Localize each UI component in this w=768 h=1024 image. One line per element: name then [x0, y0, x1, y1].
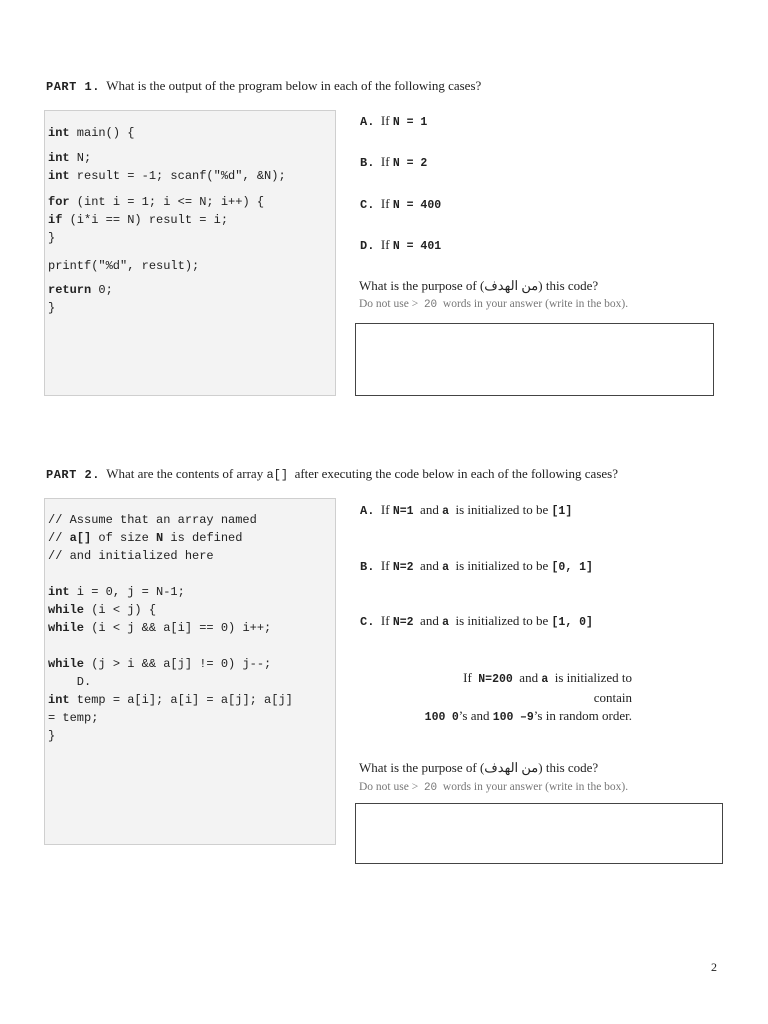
part2-purpose-question: What is the purpose of (من الهدف) this code?	[359, 760, 599, 775]
part2-case-b: B. If N=2 and a is initialized to be [0, 1]	[360, 558, 593, 574]
code-line: int N;	[48, 151, 92, 165]
part1-answer-box[interactable]	[355, 323, 714, 396]
code-line: int result = -1; scanf("%d", &N);	[48, 169, 286, 183]
code-line: }	[48, 301, 56, 315]
code-line	[48, 565, 293, 583]
part1-purpose-question: What is the purpose of (من الهدف) this code?	[359, 278, 599, 293]
code-line: if (i*i == N) result = i;	[48, 213, 229, 227]
part1-heading	[46, 78, 481, 94]
part2-code	[48, 511, 293, 745]
part1-case-d: D. If N = 401	[360, 237, 442, 253]
code-line: int i = 0, j = N-1;	[48, 585, 185, 599]
code-line: // Assume that an array named	[48, 513, 257, 527]
part1-word-limit-note: Do not use > 20 words in your answer (write in the box).	[359, 298, 629, 311]
code-line: // and initialized here	[48, 549, 214, 563]
part2-case-a: A. If N=1 and a is initialized to be [1]	[360, 502, 573, 518]
part2-answer-box[interactable]	[355, 803, 723, 864]
code-line: int main() {	[48, 126, 135, 140]
part1-case-b: B. If N = 2	[360, 154, 428, 170]
code-line: while (j > i && a[j] != 0) j--;	[48, 657, 272, 671]
code-line: return 0;	[48, 283, 113, 297]
part1-code	[48, 124, 286, 317]
code-line: printf("%d", result);	[48, 259, 200, 273]
part1-question: What is the output of the program below in each of the following cases?	[106, 78, 482, 93]
part2-case-c: C. If N=2 and a is initialized to be [1, 0]	[360, 613, 593, 629]
code-line: // a[] of size N is defined	[48, 531, 243, 545]
code-line: = temp;	[48, 711, 99, 725]
part2-heading: PART 2. What are the contents of array a[] after executing the code below in each of the following cases?	[46, 466, 618, 482]
part2-tag: PART 2.	[46, 468, 100, 482]
part2-word-limit-note: Do not use > 20 words in your answer (write in the box).	[359, 781, 629, 794]
code-line: while (i < j && a[i] == 0) i++;	[48, 621, 272, 635]
code-line: }	[48, 231, 56, 245]
code-line: int temp = a[i]; a[i] = a[j]; a[j]	[48, 693, 293, 707]
code-line: for (int i = 1; i <= N; i++) {	[48, 195, 265, 209]
part2-case-d: If N=200 and a is initialized to contain 100 0’s and 100 –9’s in random order.	[424, 670, 632, 724]
part1-case-c: C. If N = 400	[360, 196, 442, 212]
code-line: while (i < j) {	[48, 603, 157, 617]
code-line: }	[48, 729, 56, 743]
code-line: D.	[48, 675, 92, 689]
part1-tag: PART 1.	[46, 80, 100, 94]
code-line	[48, 637, 293, 655]
page-number: 2	[711, 960, 717, 974]
part1-case-a: A. If N = 1	[360, 113, 428, 129]
